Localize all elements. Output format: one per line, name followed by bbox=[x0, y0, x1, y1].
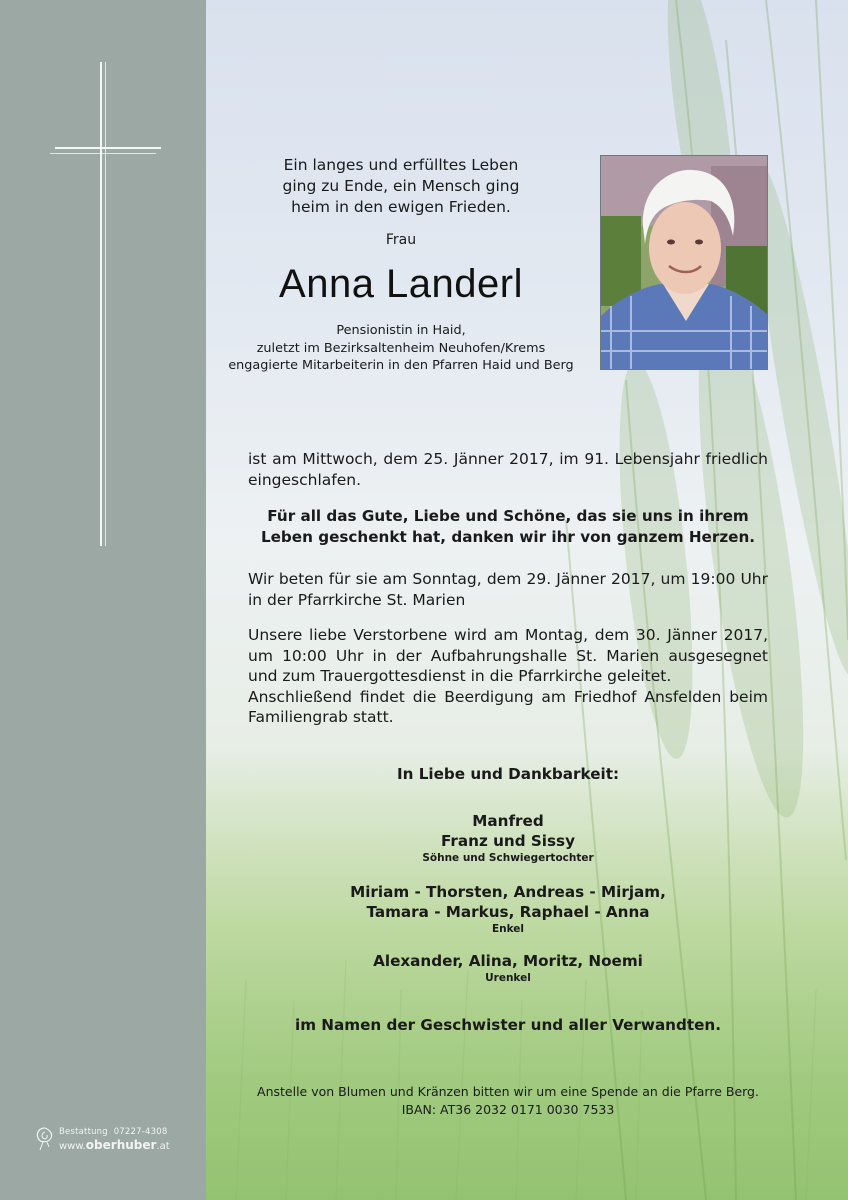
deceased-name: Anna Landerl bbox=[279, 262, 523, 306]
logo-web-suffix: .at bbox=[156, 1141, 170, 1152]
mourner-group bbox=[246, 811, 770, 865]
donation-text: Anstelle von Blumen und Kränzen bitten wir um eine Spende an die Pfarre Berg. bbox=[257, 1084, 759, 1099]
iban-text: IBAN: AT36 2032 0171 0030 7533 bbox=[401, 1101, 615, 1117]
mourners-heading: In Liebe und Dankbarkeit: bbox=[396, 765, 620, 783]
rose-logo-icon bbox=[33, 1125, 57, 1151]
mourner-name: Franz und Sissy bbox=[441, 832, 575, 850]
logo-web-name: oberhuber bbox=[85, 1138, 157, 1152]
death-notice-text: ist am Mittwoch, dem 25. Jänner 2017, im 91. Lebensjahr friedlich eingeschlafen. bbox=[248, 450, 768, 489]
intro-line: heim in den ewigen Frieden. bbox=[291, 198, 511, 216]
logo-phone: 07227-4308 bbox=[113, 1127, 168, 1137]
mourner-relation: Söhne und Schwiegertochter bbox=[422, 852, 594, 864]
detail-line: zuletzt im Bezirksaltenheim Neuhofen/Krems bbox=[256, 340, 546, 356]
intro-verse bbox=[266, 155, 536, 218]
sidebar-panel bbox=[0, 0, 206, 1200]
burial-text: Anschließend findet die Beerdigung am Friedhof Ansfelden beim Familiengrab statt. bbox=[248, 687, 768, 726]
mourner-relation: Enkel bbox=[491, 923, 525, 935]
intro-line: Ein langes und erfülltes Leben bbox=[283, 156, 519, 174]
donation-footer bbox=[246, 1083, 770, 1118]
mourner-group bbox=[246, 882, 770, 936]
mourner-name: Alexander, Alina, Moritz, Noemi bbox=[373, 952, 643, 970]
ceremony-block bbox=[248, 625, 768, 728]
mourner-name: Tamara - Markus, Raphael - Anna bbox=[366, 903, 650, 921]
thanks-line: Für all das Gute, Liebe und Schöne, das sie uns in ihrem bbox=[267, 507, 749, 525]
prayer-text: Wir beten für sie am Sonntag, dem 29. Jänner 2017, um 19:00 Uhr in der Pfarrkirche St. Marien bbox=[248, 570, 768, 609]
closing-line: im Namen der Geschwister und aller Verwandten. bbox=[294, 1016, 722, 1034]
deceased-details bbox=[216, 322, 586, 375]
logo-web-line[interactable] bbox=[59, 1138, 170, 1152]
logo-web-prefix: www. bbox=[59, 1141, 86, 1152]
logo-company: Bestattung bbox=[59, 1127, 108, 1137]
detail-line: engagierte Mitarbeiterin in den Pfarren Haid und Berg bbox=[228, 358, 574, 373]
funeral-home-logo bbox=[33, 1125, 193, 1155]
mourner-relation: Urenkel bbox=[485, 972, 531, 984]
notice-area bbox=[206, 0, 848, 1200]
logo-company-line bbox=[59, 1127, 167, 1137]
portrait-photo bbox=[600, 155, 768, 370]
thanks-line: Leben geschenkt hat, danken wir ihr von ganzem Herzen. bbox=[260, 528, 756, 546]
detail-line: Pensionistin in Haid, bbox=[336, 323, 466, 338]
salutation: Frau bbox=[385, 232, 417, 248]
mourner-name: Miriam - Thorsten, Andreas - Mirjam, bbox=[350, 883, 666, 901]
mourner-group bbox=[246, 951, 770, 985]
thanks-text bbox=[246, 506, 770, 548]
ceremony-text: Unsere liebe Verstorbene wird am Montag, dem 30. Jänner 2017, um 10:00 Uhr in der Aufbahrungshalle St. Marien ausgesegnet und zum Trauergottesdienst in die Pfarrkirche geleitet. bbox=[248, 626, 768, 685]
mourner-name: Manfred bbox=[472, 812, 544, 830]
intro-line: ging zu Ende, ein Mensch ging bbox=[282, 177, 520, 195]
